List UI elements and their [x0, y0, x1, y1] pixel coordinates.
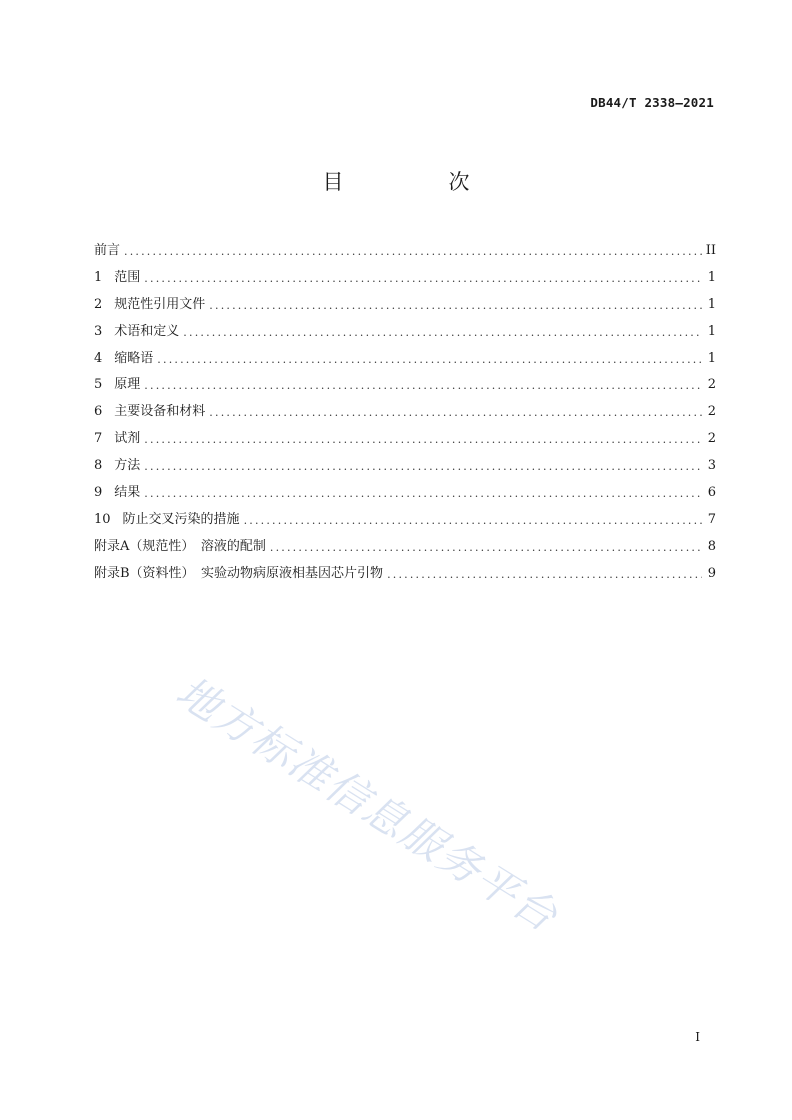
dot-leader	[124, 246, 702, 257]
toc-entry-number: 6	[94, 404, 103, 420]
toc-entry-page: 7	[707, 511, 716, 527]
toc-entry-label: 术语和定义	[114, 323, 180, 339]
toc-entry-number: 10	[94, 511, 111, 527]
toc-entry-number: 3	[94, 323, 103, 339]
dot-leader	[144, 488, 702, 499]
toc-entry-number: 2	[94, 296, 103, 312]
toc-title: 目 次	[322, 170, 512, 194]
toc-entry-page: 2	[707, 404, 716, 420]
toc-entry-number: 8	[94, 458, 103, 474]
dot-leader	[183, 327, 702, 338]
dot-leader	[144, 461, 702, 472]
toc-entry-label: 前言	[94, 242, 121, 258]
toc-entry-number: 4	[94, 350, 103, 366]
toc-entry-cross-contamination[interactable]	[94, 506, 716, 533]
toc-entry-results[interactable]	[94, 479, 716, 506]
toc-entry-appendix-a[interactable]	[94, 533, 716, 560]
dot-leader	[209, 407, 702, 418]
toc-entry-label: 附录B（资料性） 实验动物病原液相基因芯片引物	[94, 565, 384, 581]
toc-entry-normative-references[interactable]	[94, 291, 716, 318]
dot-leader	[144, 273, 702, 284]
toc-entry-page: 1	[707, 296, 716, 312]
toc-entry-label: 规范性引用文件	[114, 296, 206, 312]
toc-entry-label: 方法	[114, 458, 141, 474]
dot-leader	[157, 354, 702, 365]
toc-entry-label: 范围	[114, 269, 141, 285]
toc-entry-page: 6	[707, 484, 716, 500]
toc-entry-page: 2	[707, 377, 716, 393]
toc-entry-number: 1	[94, 269, 103, 285]
watermark: 地方标准信息服务平台	[167, 666, 567, 942]
toc-entry-page: 1	[707, 350, 716, 366]
toc-entry-page: II	[705, 242, 716, 258]
toc-entry-page: 1	[707, 269, 716, 285]
toc-entry-number: 7	[94, 431, 103, 447]
toc-entry-methods[interactable]	[94, 452, 716, 479]
dot-leader	[387, 569, 702, 580]
document-id: DB44/T 2338—2021	[590, 95, 714, 110]
dot-leader	[244, 515, 702, 526]
toc-entry-abbreviations[interactable]	[94, 345, 716, 372]
table-of-contents	[94, 237, 716, 587]
toc-entry-label: 附录A（规范性） 溶液的配制	[94, 538, 266, 554]
toc-entry-page: 8	[707, 538, 716, 554]
toc-entry-label: 试剂	[114, 431, 141, 447]
toc-entry-principle[interactable]	[94, 371, 716, 398]
dot-leader	[144, 380, 702, 391]
toc-entry-label: 缩略语	[114, 350, 154, 366]
toc-entry-label: 主要设备和材料	[114, 404, 206, 420]
toc-entry-foreword[interactable]	[94, 237, 716, 264]
toc-entry-number: 5	[94, 377, 103, 393]
toc-entry-page: 3	[707, 458, 716, 474]
toc-entry-page: 1	[707, 323, 716, 339]
toc-entry-reagents[interactable]	[94, 425, 716, 452]
dot-leader	[209, 300, 702, 311]
toc-entry-label: 原理	[114, 377, 141, 393]
page-number: I	[695, 1030, 700, 1044]
toc-entry-label: 结果	[114, 484, 141, 500]
toc-entry-number: 9	[94, 484, 103, 500]
dot-leader	[144, 434, 702, 445]
toc-entry-scope[interactable]	[94, 264, 716, 291]
toc-entry-appendix-b[interactable]	[94, 560, 716, 587]
toc-entry-label: 防止交叉污染的措施	[122, 511, 240, 527]
toc-entry-terms-definitions[interactable]	[94, 318, 716, 345]
toc-entry-page: 2	[707, 431, 716, 447]
toc-entry-equipment-materials[interactable]	[94, 398, 716, 425]
dot-leader	[270, 542, 702, 553]
toc-entry-page: 9	[707, 565, 716, 581]
